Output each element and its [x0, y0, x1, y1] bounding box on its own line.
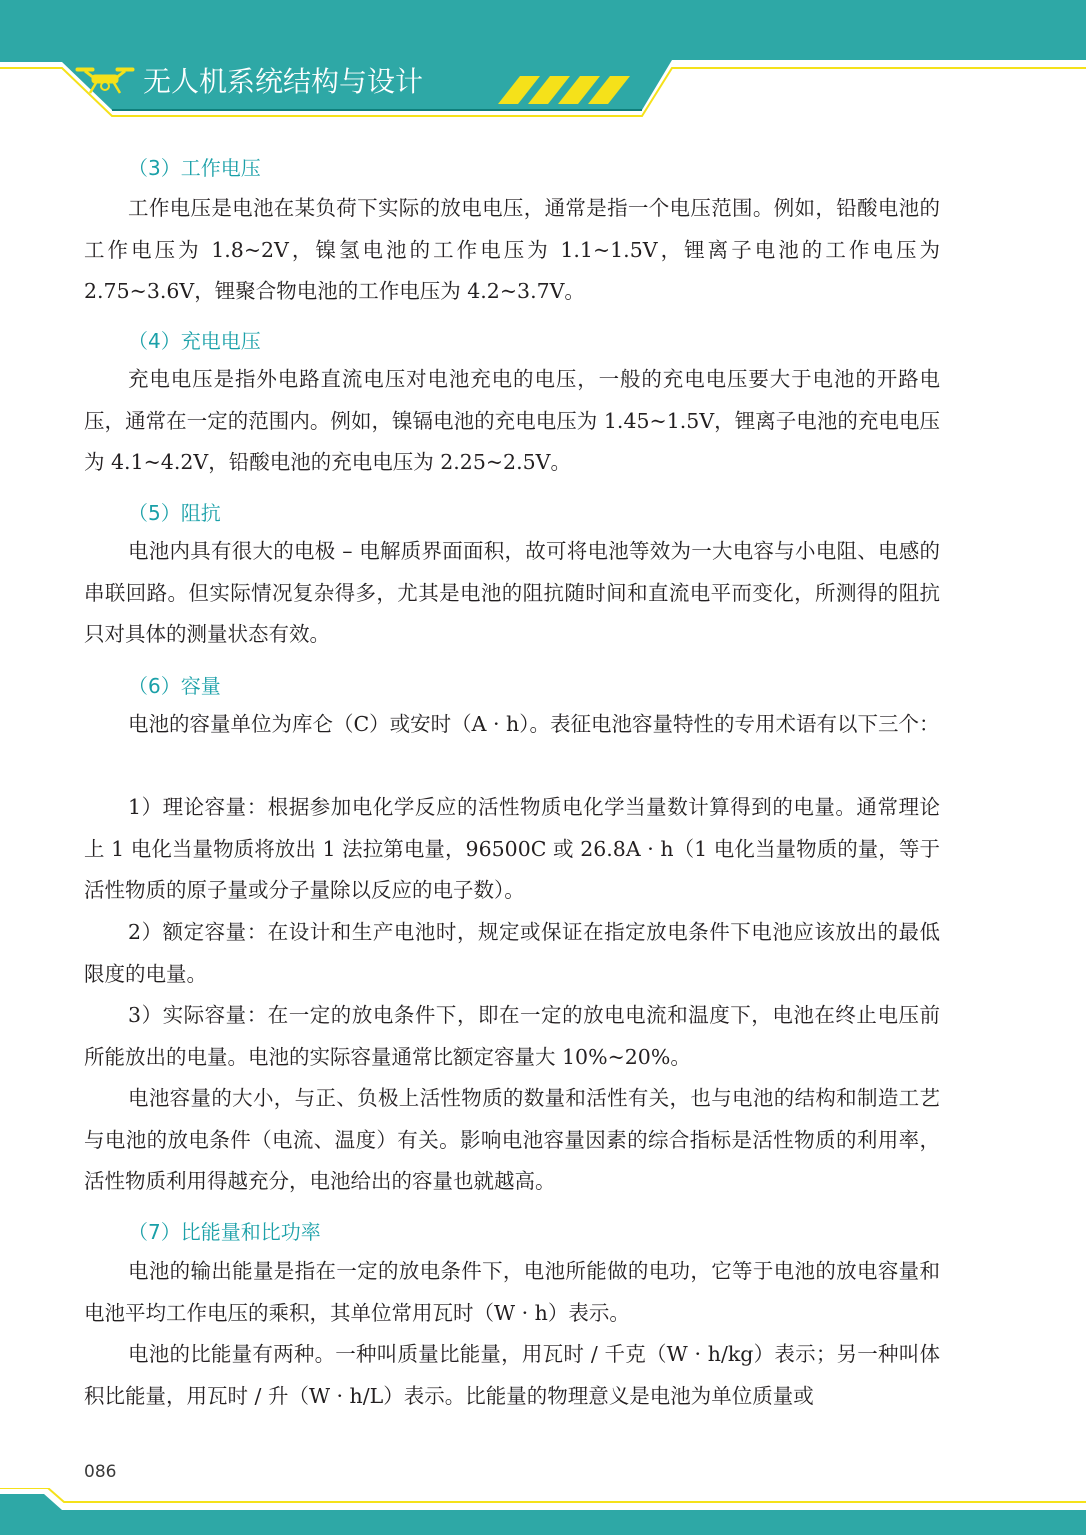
paragraph: 电池内具有很大的电极 – 电解质界面面积，故可将电池等效为一大电容与小电阻、电感的串联回路。但实际情况复杂得多，尤其是电池的阻抗随时间和直流电平而变化，所测得的阻抗只对具体的测量状态有效。 — [84, 539, 940, 646]
book-title: 无人机系统结构与设计 — [143, 65, 424, 98]
paragraph: 充电电压是指外电路直流电压对电池充电的电压，一般的充电电压要大于电池的开路电压，通常在一定的范围内。例如，镍镉电池的充电电压为 1.45~1.5V，锂离子电池的充电电压为 4.1~4.2V，铅酸电池的充电电压为 2.25~2.5V。 — [84, 367, 940, 474]
heading-working-voltage: （3）工作电压 — [128, 156, 261, 180]
heading-impedance: （5）阻抗 — [128, 501, 221, 525]
heading-capacity: （6）容量 — [128, 674, 221, 698]
footer-band — [0, 1488, 1086, 1535]
paragraph: 电池的容量单位为库仑（C）或安时（A · h）。表征电池容量特性的专用术语有以下三个： — [128, 712, 940, 736]
paragraph: 2）额定容量：在设计和生产电池时，规定或保证在指定放电条件下电池应该放出的最低限度的电量。 — [84, 920, 940, 986]
paragraph: 3）实际容量：在一定的放电条件下，即在一定的放电电流和温度下，电池在终止电压前所能放出的电量。电池的实际容量通常比额定容量大 10%~20%。 — [84, 1003, 940, 1069]
paragraph: 电池的输出能量是指在一定的放电条件下，电池所能做的电功，它等于电池的放电容量和电池平均工作电压的乘积，其单位常用瓦时（W · h）表示。 — [84, 1259, 940, 1325]
page-number: 086 — [84, 1462, 117, 1482]
paragraph: 工作电压是电池在某负荷下实际的放电电压，通常是指一个电压范围。例如，铅酸电池的工作电压为 1.8~2V，镍氢电池的工作电压为 1.1~1.5V，锂离子电池的工作电压为 2.75~3.6V，锂聚合物电池的工作电压为 4.2~3.7V。 — [84, 196, 940, 303]
paragraph: 电池容量的大小，与正、负极上活性物质的数量和活性有关，也与电池的结构和制造工艺与电池的放电条件（电流、温度）有关。影响电池容量因素的综合指标是活性物质的利用率，活性物质利用得越充分，电池给出的容量也就越高。 — [84, 1086, 940, 1193]
heading-specific-energy-power: （7）比能量和比功率 — [128, 1220, 321, 1244]
drone-icon — [74, 62, 136, 98]
paragraph: 1）理论容量：根据参加电化学反应的活性物质电化学当量数计算得到的电量。通常理论上 1 电化当量物质将放出 1 法拉第电量，96500C 或 26.8A · h（1 电化当量物质的量，等于活性物质的原子量或分子量除以反应的电子数）。 — [84, 795, 940, 902]
paragraph: 电池的比能量有两种。一种叫质量比能量，用瓦时 / 千克（W · h/kg）表示；另一种叫体积比能量，用瓦时 / 升（W · h/L）表示。比能量的物理意义是电池为单位质量或 — [84, 1342, 940, 1408]
heading-charging-voltage: （4）充电电压 — [128, 329, 261, 353]
